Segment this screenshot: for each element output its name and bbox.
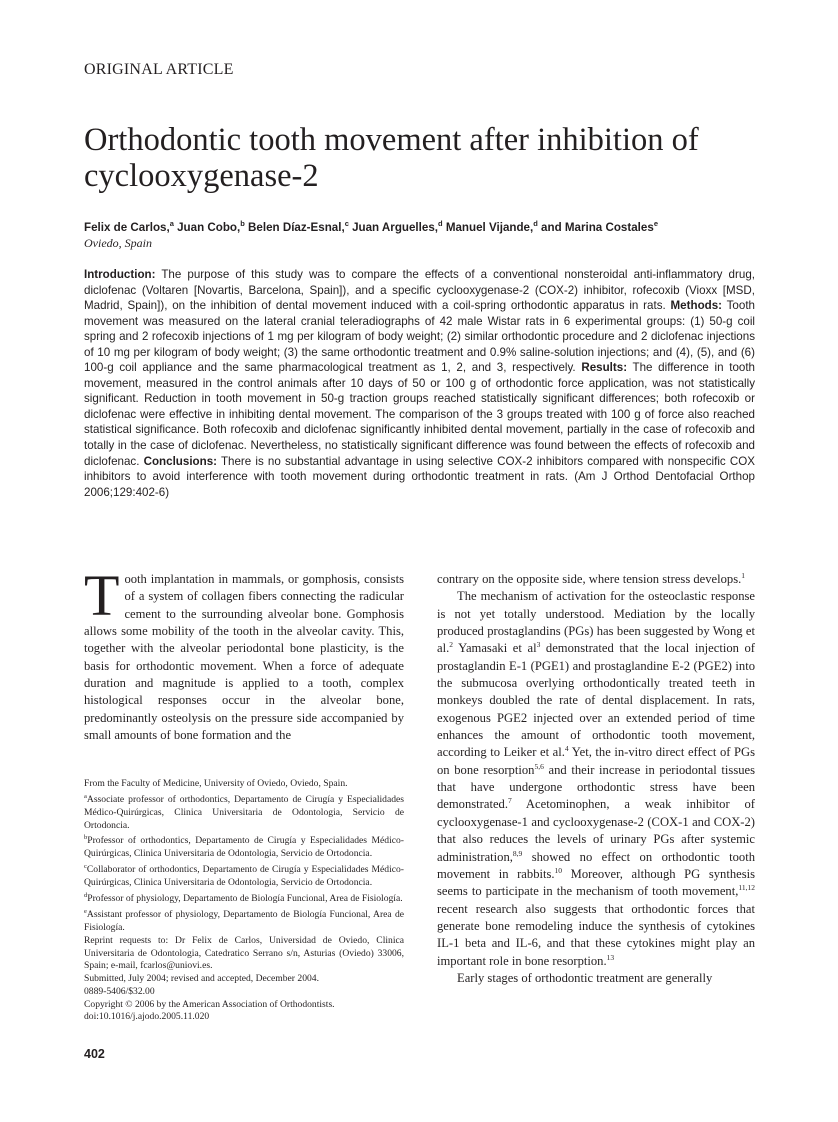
paragraph bbox=[437, 588, 755, 970]
abstract bbox=[84, 267, 755, 500]
text-run: Assistant professor of physiology, Departamento de Biología Funcional, Area de Fisiología. bbox=[84, 909, 404, 933]
text-run: Collaborator of orthodontics, Departamento de Cirugía y Especialidades Médico-Quirúrgicas, Clinica Universitaria de Odontologia, Servicio de Ortodoncia. bbox=[84, 864, 404, 889]
superscript: c bbox=[84, 863, 87, 871]
text-run: The mechanism of activation for the osteoclastic response is not yet totally understood. Mediation by the locally produced prostaglandins (PGs) has been suggested by Wong et al. bbox=[437, 589, 755, 656]
text-run: and their increase in periodontal tissues that have undergone orthodontic stress have been demonstrated. bbox=[437, 762, 756, 812]
text-run: 0889-5406/$32.00 bbox=[84, 985, 155, 997]
footnote bbox=[84, 986, 404, 999]
text-run: Submitted, July 2004; revised and accepted, December 2004. bbox=[84, 973, 319, 985]
superscript: 11,12 bbox=[738, 883, 755, 892]
footnote bbox=[84, 890, 404, 906]
body-left-column bbox=[84, 563, 404, 744]
superscript: 13 bbox=[606, 952, 615, 962]
author-name: and Marina Costales bbox=[537, 220, 654, 234]
text-run: Tooth movement was measured on the lateral cranial teleradiographs of 42 male Wistar rats in 6 experimental groups: (1) 50-g coil spring and 2 rofecoxib injections of 1 mg per kilogram of body weight; (2) similar orthodontic procedure and 2 diclofenac injections of 10 mg per kilogram of body weight; (3) the same orthodontic treatment and 0.9% saline-solution injections; and (4), (5), and (6) 100-g coil appliance and the same pharmacological treatment as 1, 2, and 3, respectively. bbox=[84, 299, 755, 375]
article-title: Orthodontic tooth movement after inhibition of cyclooxygenase-2 bbox=[84, 122, 699, 194]
author-affiliation-mark: d bbox=[533, 219, 538, 228]
text-run: Early stages of orthodontic treatment are generally bbox=[457, 970, 713, 985]
footnotes bbox=[84, 778, 404, 1024]
text-run: Yet, the in-vitro direct effect of PGs on bone resorption bbox=[437, 745, 756, 777]
author-name: Juan Cobo, bbox=[173, 220, 241, 234]
text-run: Reprint requests to: Dr Felix de Carlos, Universidad de Oviedo, Clinica Universitaria de Odontologia, Catedratico Serrano s/n, Asturias (Oviedo) 33006, Spain; e-mail, fcarlos@uniovi.es. bbox=[84, 934, 404, 972]
author-affiliation-mark: c bbox=[344, 219, 349, 228]
text-run: Professor of physiology, Departamento de Biología Funcional, Area de Fisiología. bbox=[87, 893, 403, 905]
footnote bbox=[84, 861, 404, 890]
author-location: Oviedo, Spain bbox=[84, 236, 152, 250]
author-name: Juan Arguelles, bbox=[348, 220, 438, 234]
superscript: b bbox=[84, 834, 88, 842]
drop-cap: T bbox=[84, 563, 120, 628]
text-run: The purpose of this study was to compare the effects of a conventional nonsteroidal anti-inflammatory drug, diclofenac (Voltaren [Novartis, Barcelona, Spain]), and a specific cyclooxygenase-2 (COX-2) inhibitor, rofecoxib (Vioxx [MSD, Madrid, Spain]), on the inhibition of dental movement induced with a coil-spring orthodontic apparatus in rats. bbox=[84, 268, 755, 313]
footnote bbox=[84, 1011, 404, 1024]
paragraph bbox=[84, 563, 404, 744]
superscript: 7 bbox=[508, 796, 512, 806]
section-heading: Conclusions: bbox=[143, 454, 218, 468]
text-run: doi:10.1016/j.ajodo.2005.11.020 bbox=[84, 1011, 210, 1023]
footnote bbox=[84, 906, 404, 935]
page-number: 402 bbox=[84, 1047, 105, 1061]
superscript: a bbox=[84, 792, 87, 800]
text-run: Yamasaki et al bbox=[453, 641, 537, 656]
section-label: ORIGINAL ARTICLE bbox=[84, 61, 234, 78]
text-run: ooth implantation in mammals, or gomphosis, consists of a system of collagen fibers connecting the radicular cement to the surrounding alveolar bone. Gomphosis allows some mobility of the tooth in the alveolar cavity. This, together with the alveolar periodontal bone plasticity, is the basis for orthodontic movement. When a force of adequate duration and magnitude is applied to a tooth, complex histological responses occur in the alveolar bone, predominantly osteolysis on the pressure side accompanied by small amounts of bone formation and the bbox=[84, 572, 404, 743]
text-run: Acetominophen, a weak inhibitor of cyclooxygenase-1 and cyclooxygenase-2 (COX-1 and COX-2) that also reduces the levels of urinary PGs after systemic administration, bbox=[437, 797, 755, 864]
superscript: 5,6 bbox=[534, 761, 544, 771]
superscript: e bbox=[84, 907, 87, 915]
text-run: Associate professor of orthodontics, Departamento de Cirugía y Especialidades Médico-Quirúrgicas, Clinica Universitaria de Odontologia, Servicio de Ortodoncia. bbox=[84, 793, 404, 831]
superscript: d bbox=[84, 891, 88, 899]
text-run: showed no effect on orthodontic tooth movement in rabbits. bbox=[437, 849, 755, 881]
body-right-column bbox=[437, 571, 755, 987]
author-affiliation-mark: d bbox=[438, 219, 443, 228]
author-name: Manuel Vijande, bbox=[442, 220, 534, 234]
footnote bbox=[84, 778, 404, 791]
text-run: Moreover, although PG synthesis seems to participate in the mechanism of tooth movement, bbox=[437, 866, 756, 899]
footnote bbox=[84, 935, 404, 973]
text-run: The difference in tooth movement, measured in the control animals after 10 days of 50 or 100 g of orthodontic force application, was not statistically significant. Reduction in tooth movement in 50-g traction groups reached statistically significant differences; both rofecoxib or diclofenac were effective in inhibiting dental movement. The comparison of the 3 groups treated with 100 g of force also reached statistical significance. Both rofecoxib and diclofenac significantly inhibited dental movement, partially in the case of rofecoxib and totally in the case of diclofenac. Nevertheless, no statistically significant difference was found between the effects of rofecoxib and diclofenac. bbox=[84, 361, 756, 468]
superscript: 3 bbox=[536, 640, 541, 650]
superscript: 2 bbox=[449, 640, 453, 650]
superscript: 10 bbox=[554, 865, 563, 875]
superscript: 1 bbox=[741, 570, 746, 580]
superscript: 8,9 bbox=[512, 848, 523, 858]
author-affiliation-mark: a bbox=[169, 219, 174, 228]
author-list bbox=[84, 219, 658, 234]
paragraph bbox=[437, 970, 755, 987]
text-run: recent research also suggests that orthodontic forces that generate bone remodeling induce the synthesis of cytokines IL-1 beta and IL-6, and that these cytokines might play an important role in bone resorption. bbox=[437, 901, 755, 968]
author-name: Felix de Carlos, bbox=[84, 220, 170, 234]
text-run: contrary on the opposite side, where tension stress develops. bbox=[437, 572, 742, 586]
footnote bbox=[84, 832, 404, 861]
author-affiliation-mark: e bbox=[653, 219, 658, 228]
paragraph bbox=[437, 571, 755, 588]
text-run: Professor of orthodontics, Departamento de Cirugía y Especialidades Médico-Quirúrgicas, Clinica Universitaria de Odontologia, Servicio de Ortodoncia. bbox=[84, 835, 404, 860]
section-heading: Introduction: bbox=[84, 268, 156, 281]
section-heading: Results: bbox=[581, 361, 628, 375]
text-run: From the Faculty of Medicine, University of Oviedo, Oviedo, Spain. bbox=[84, 778, 348, 789]
superscript: 4 bbox=[564, 744, 569, 754]
section-heading: Methods: bbox=[670, 299, 723, 313]
author-name: Belen Díaz-Esnal, bbox=[244, 220, 345, 234]
text-run: demonstrated that the local injection of prostaglandin E-1 (PGE1) and prostaglandine E-2 (PGE2) into the submucosa overlying orthodontically treated teeth in monkeys doubled the rate of dental displacement. In rats, exogenous PGE2 injected over an extended period of time enhances the amount of orthodontic tooth movement, according to Leiker et al. bbox=[437, 641, 755, 760]
text-run: Copyright © 2006 by the American Association of Orthodontists. bbox=[84, 998, 335, 1010]
footnote bbox=[84, 791, 404, 833]
author-affiliation-mark: b bbox=[240, 219, 245, 228]
text-run: There is no substantial advantage in using selective COX-2 inhibitors compared with nonspecific COX inhibitors to avoid interference with tooth movement during orthodontic treatment in rats. (Am J Orthod Dentofacial Orthop 2006;129:402-6) bbox=[84, 454, 755, 499]
footnote bbox=[84, 999, 404, 1012]
footnote bbox=[84, 973, 404, 986]
